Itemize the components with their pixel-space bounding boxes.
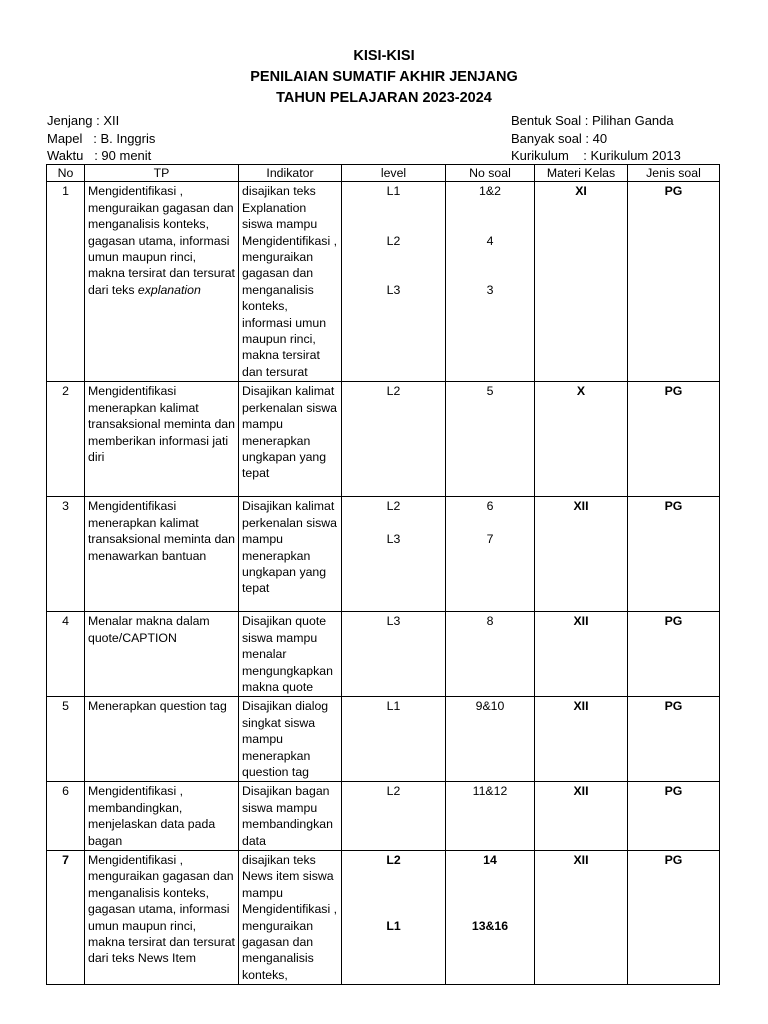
cell-materi-kelas: XII xyxy=(535,850,628,984)
cell-no-soal xyxy=(446,612,535,697)
cell-tp-text: Mengidentifikasi , menguraikan gagasan dan menganalisis konteks, gagasan utama, informasi umun maupun rinci, makna tersirat dan tersurat dari teks xyxy=(88,184,235,297)
cell-jenis-soal: PG xyxy=(628,182,720,382)
no-soal-value: 7 xyxy=(486,532,494,547)
cell-no-soal xyxy=(446,850,535,984)
header-indikator: Indikator xyxy=(239,165,342,182)
table-row xyxy=(47,182,720,382)
cell-indikator: Disajikan quote siswa mampu menalar mengungkapkan makna quote xyxy=(239,612,342,697)
cell-no-soal xyxy=(446,382,535,497)
level-value: L1 xyxy=(386,918,401,933)
cell-jenis-soal: PG xyxy=(628,850,720,984)
meta-left xyxy=(47,112,155,165)
cell-indikator: Disajikan dialog singkat siswa mampu menerapkan question tag xyxy=(239,697,342,782)
level-value: L1 xyxy=(386,184,401,199)
no-soal-value: 1&2 xyxy=(479,184,501,199)
cell-no: 1 xyxy=(47,182,85,382)
level-value: L3 xyxy=(386,532,401,547)
table-row xyxy=(47,850,720,984)
header-materi-kelas: Materi Kelas xyxy=(535,165,628,182)
header-no: No xyxy=(47,165,85,182)
title-tahun-pelajaran: TAHUN PELAJARAN 2023-2024 xyxy=(276,90,492,106)
level-value: L2 xyxy=(386,384,401,399)
no-soal-value: 11&12 xyxy=(472,784,508,799)
cell-tp-italic: explanation xyxy=(137,282,201,297)
cell-jenis-soal: PG xyxy=(628,612,720,697)
cell-jenis-soal: PG xyxy=(628,697,720,782)
header-no-soal: No soal xyxy=(446,165,535,182)
cell-no-soal xyxy=(446,697,535,782)
cell-materi-kelas: XII xyxy=(535,697,628,782)
cell-jenis-soal: PG xyxy=(628,382,720,497)
kisi-kisi-table xyxy=(46,164,720,985)
cell-jenis-soal: PG xyxy=(628,782,720,851)
cell-tp: Menerapkan question tag xyxy=(85,697,239,782)
cell-level xyxy=(342,850,446,984)
header-tp: TP xyxy=(85,165,239,182)
no-soal-value: 3 xyxy=(486,282,494,297)
level-value: L1 xyxy=(386,699,401,714)
level-value: L3 xyxy=(386,614,401,629)
no-soal-value: 13&16 xyxy=(471,918,509,933)
table-row xyxy=(47,697,720,782)
no-soal-value: 5 xyxy=(486,384,494,399)
cell-materi-kelas: XII xyxy=(535,612,628,697)
cell-indikator: Disajikan kalimat perkenalan siswa mampu menerapkan ungkapan yang tepat xyxy=(239,382,342,497)
cell-level xyxy=(342,382,446,497)
cell-no: 6 xyxy=(47,782,85,851)
cell-materi-kelas: XI xyxy=(535,182,628,382)
cell-tp: Mengidentifikasi , membandingkan, menjelaskan data pada bagan xyxy=(85,782,239,851)
level-value: L2 xyxy=(386,233,401,248)
cell-no: 3 xyxy=(47,497,85,612)
cell-tp: Menalar makna dalam quote/CAPTION xyxy=(85,612,239,697)
title-penilaian: PENILAIAN SUMATIF AKHIR JENJANG xyxy=(250,69,518,85)
cell-tp: Mengidentifikasi menerapkan kalimat transaksional meminta dan menawarkan bantuan xyxy=(85,497,239,612)
document-title xyxy=(0,46,768,109)
cell-no-soal xyxy=(446,497,535,612)
cell-no: 5 xyxy=(47,697,85,782)
cell-indikator: Disajikan kalimat perkenalan siswa mampu menerapkan ungkapan yang tepat xyxy=(239,497,342,612)
cell-indikator: Disajikan bagan siswa mampu membandingkan data xyxy=(239,782,342,851)
cell-indikator: disajikan teks News item siswa mampu Mengidentifikasi , menguraikan gagasan dan menganalisis konteks, xyxy=(239,850,342,984)
meta-waktu: Waktu : 90 menit xyxy=(47,148,152,163)
cell-level xyxy=(342,497,446,612)
cell-materi-kelas: XII xyxy=(535,497,628,612)
meta-banyak-soal: Banyak soal : 40 xyxy=(511,130,608,146)
cell-tp: Mengidentifikasi menerapkan kalimat transaksional meminta dan memberikan informasi jati diri xyxy=(85,382,239,497)
cell-tp: Mengidentifikasi , menguraikan gagasan dan menganalisis konteks, gagasan utama, informasi umun maupun rinci, makna tersirat dan tersurat dari teks News Item xyxy=(85,850,239,984)
table-header-row xyxy=(47,165,720,182)
level-value: L3 xyxy=(386,282,401,297)
header-jenis-soal: Jenis soal xyxy=(628,165,720,182)
cell-level xyxy=(342,612,446,697)
cell-level xyxy=(342,182,446,382)
cell-no: 4 xyxy=(47,612,85,697)
level-value: L2 xyxy=(386,852,401,867)
header-level: level xyxy=(342,165,446,182)
meta-mapel: Mapel : B. Inggris xyxy=(47,130,156,146)
level-value: L2 xyxy=(386,784,401,799)
cell-no-soal xyxy=(446,782,535,851)
cell-no: 2 xyxy=(47,382,85,497)
meta-right xyxy=(511,112,681,165)
meta-kurikulum: Kurikulum : Kurikulum 2013 xyxy=(511,148,681,163)
cell-materi-kelas: XII xyxy=(535,782,628,851)
no-soal-value: 14 xyxy=(483,852,497,867)
cell-no-soal xyxy=(446,182,535,382)
cell-indikator: disajikan teks Explanation siswa mampu Mengidentifikasi , menguraikan gagasan dan menganalisis konteks, informasi umun maupun rinci, makna tersirat dan tersurat xyxy=(239,182,342,382)
meta-jenjang: Jenjang : XII xyxy=(47,113,120,128)
title-kisi-kisi: KISI-KISI xyxy=(353,48,415,64)
cell-no: 7 xyxy=(47,850,85,984)
table-row xyxy=(47,612,720,697)
cell-jenis-soal: PG xyxy=(628,497,720,612)
cell-tp xyxy=(85,182,239,382)
cell-level xyxy=(342,782,446,851)
no-soal-value: 9&10 xyxy=(475,699,505,714)
table-row xyxy=(47,782,720,851)
table-row xyxy=(47,497,720,612)
table-row xyxy=(47,382,720,497)
no-soal-value: 4 xyxy=(486,233,494,248)
level-value: L2 xyxy=(386,499,401,514)
cell-materi-kelas: X xyxy=(535,382,628,497)
meta-bentuk-soal: Bentuk Soal : Pilihan Ganda xyxy=(511,113,674,128)
cell-level xyxy=(342,697,446,782)
no-soal-value: 8 xyxy=(486,614,494,629)
no-soal-value: 6 xyxy=(486,499,494,514)
